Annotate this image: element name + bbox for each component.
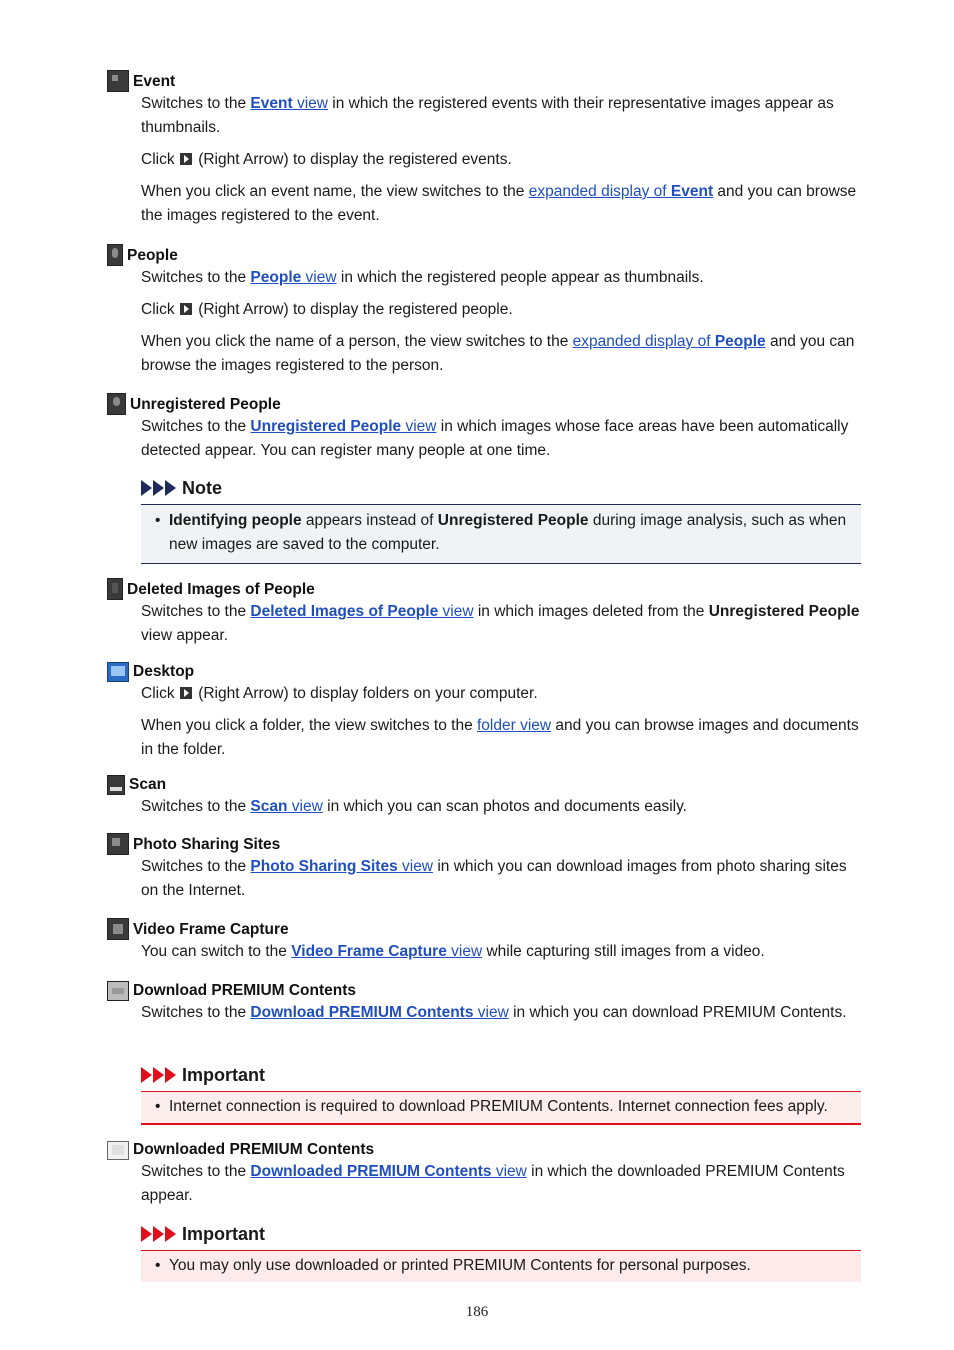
- important-box: [141, 1250, 861, 1282]
- right-arrow-icon: [180, 303, 192, 315]
- text: in which the registered people appear as thumbnails.: [336, 269, 704, 286]
- link-text: view: [287, 798, 323, 815]
- important-text: You may only use downloaded or printed PREMIUM Contents for personal purposes.: [169, 1257, 751, 1274]
- paragraph: [141, 682, 867, 706]
- link-text: view: [491, 1163, 527, 1180]
- section-title: Scan: [129, 776, 167, 793]
- section-download-premium: [107, 977, 867, 1025]
- text: Switches to the: [141, 95, 251, 112]
- link-bold: Download PREMIUM Contents: [250, 1004, 474, 1021]
- section-title: Download PREMIUM Contents: [133, 982, 357, 999]
- paragraph: [141, 795, 867, 819]
- video-frame-view-link[interactable]: [291, 943, 482, 960]
- section-title: Photo Sharing Sites: [133, 836, 281, 853]
- people-view-link[interactable]: [250, 269, 336, 286]
- text: (Right Arrow) to display the registered events.: [193, 151, 512, 168]
- list-item: [155, 1095, 853, 1119]
- section-photo-sharing: [107, 831, 867, 903]
- paragraph: [141, 180, 867, 228]
- text: Click: [141, 151, 179, 168]
- important-label: Important: [182, 1064, 265, 1085]
- note-header: [141, 476, 861, 500]
- section-title: Unregistered People: [130, 396, 281, 413]
- event-view-link[interactable]: [250, 95, 328, 112]
- section-people: [107, 242, 867, 378]
- section-header: [107, 658, 867, 682]
- section-header: [107, 977, 867, 1001]
- list-item: [155, 509, 847, 557]
- text: while capturing still images from a video.: [482, 943, 765, 960]
- link-bold: Scan: [250, 798, 288, 815]
- note-box: [141, 504, 861, 564]
- important-chevron-icon: [141, 1067, 177, 1083]
- section-header: [107, 391, 867, 415]
- expanded-people-link[interactable]: [573, 333, 766, 350]
- link-text: view: [473, 1004, 509, 1021]
- link-text: view: [397, 858, 434, 875]
- download-premium-icon: [107, 981, 129, 1001]
- desktop-icon: [107, 662, 129, 682]
- paragraph: [141, 266, 867, 290]
- text: Switches to the: [141, 269, 251, 286]
- text: When you click a folder, the view switches to the: [141, 717, 477, 734]
- section-video-frame: [107, 916, 867, 964]
- note-chevron-icon: [141, 480, 177, 496]
- bullet: •: [155, 512, 161, 529]
- paragraph: [141, 148, 867, 172]
- text: during image analysis, such as when new images are saved to the computer.: [169, 512, 847, 553]
- section-body: [141, 795, 867, 819]
- link-bold: Deleted Images of People: [250, 603, 439, 620]
- text: When you click the name of a person, the view switches to the: [141, 333, 573, 350]
- bold-text: Unregistered People: [708, 603, 860, 620]
- text: in which you can download images from photo sharing sites on the Internet.: [141, 858, 847, 899]
- link-bold: Unregistered People: [250, 418, 402, 435]
- section-title: Event: [133, 73, 176, 90]
- text: Click: [141, 301, 179, 318]
- text: (Right Arrow) to display folders on your computer.: [193, 685, 538, 702]
- right-arrow-icon: [180, 687, 192, 699]
- bold-text: Unregistered People: [437, 512, 589, 529]
- section-body: [141, 266, 867, 378]
- text: view appear.: [141, 627, 229, 644]
- link-bold: Photo Sharing Sites: [250, 858, 398, 875]
- note-callout: [141, 476, 861, 564]
- bullet: •: [155, 1098, 161, 1115]
- text: (Right Arrow) to display the registered people.: [193, 301, 513, 318]
- section-header: [107, 242, 867, 266]
- scan-icon: [107, 775, 125, 795]
- paragraph: [141, 714, 867, 762]
- important-callout: [141, 1222, 861, 1282]
- text: Switches to the: [141, 858, 251, 875]
- text: Switches to the: [141, 798, 251, 815]
- section-body: [141, 600, 867, 648]
- text: in which the downloaded PREMIUM Contents appear.: [141, 1163, 845, 1204]
- link-text: expanded display of: [572, 333, 715, 350]
- downloaded-premium-icon: [107, 1141, 129, 1160]
- section-header: [107, 771, 867, 795]
- section-header: [107, 68, 867, 92]
- video-frame-icon: [107, 918, 129, 940]
- link-bold: Event: [250, 95, 293, 112]
- paragraph: [141, 330, 867, 378]
- page-number: 186: [465, 1304, 489, 1320]
- section-header: [107, 576, 867, 600]
- text: Switches to the: [141, 603, 251, 620]
- paragraph: [141, 1160, 867, 1208]
- list-item: [155, 1254, 853, 1278]
- important-text: Internet connection is required to download PREMIUM Contents. Internet connection fees apply.: [169, 1098, 828, 1115]
- link-bold: Video Frame Capture: [291, 943, 447, 960]
- photo-sharing-icon: [107, 833, 129, 855]
- paragraph: [141, 940, 867, 964]
- bullet: •: [155, 1257, 161, 1274]
- important-header: [141, 1222, 861, 1246]
- text: and you can browse the images registered to the event.: [141, 183, 857, 224]
- paragraph: [141, 855, 867, 903]
- text: in which images whose face areas have been automatically detected appear. You can register many people at one time.: [141, 418, 849, 459]
- section-desktop: [107, 658, 867, 762]
- section-body: [141, 855, 867, 903]
- section-body: [141, 940, 867, 964]
- section-title: Downloaded PREMIUM Contents: [133, 1141, 375, 1158]
- link-bold: Downloaded PREMIUM Contents: [250, 1163, 492, 1180]
- text: When you click an event name, the view switches to the: [141, 183, 529, 200]
- section-title: Desktop: [133, 663, 195, 680]
- event-icon: [107, 70, 129, 92]
- link-text: view: [301, 269, 337, 286]
- downloaded-premium-view-link[interactable]: [250, 1163, 526, 1180]
- section-body: [141, 415, 867, 463]
- section-body: [141, 1160, 867, 1208]
- note-text: [169, 509, 847, 557]
- important-header: [141, 1063, 861, 1087]
- scan-view-link[interactable]: [250, 798, 322, 815]
- text: in which the registered events with their representative images appear as thumbnails.: [141, 95, 834, 136]
- link-text: expanded display of: [528, 183, 671, 200]
- text: and you can browse images and documents in the folder.: [141, 717, 859, 758]
- text: in which you can download PREMIUM Contents.: [508, 1004, 847, 1021]
- unregistered-people-icon: [107, 393, 126, 415]
- paragraph: [141, 92, 867, 140]
- link-bold: Event: [670, 183, 714, 200]
- deleted-images-view-link[interactable]: [250, 603, 473, 620]
- section-title: People: [127, 247, 178, 264]
- section-unregistered-people: [107, 391, 867, 463]
- text: You can switch to the: [141, 943, 292, 960]
- note-label: Note: [182, 477, 222, 498]
- section-downloaded-premium: [107, 1136, 867, 1208]
- photo-sharing-view-link[interactable]: [250, 858, 433, 875]
- link-bold: People: [714, 333, 766, 350]
- section-deleted-images: [107, 576, 867, 648]
- section-title: Deleted Images of People: [127, 581, 315, 598]
- section-body: [141, 1001, 867, 1025]
- link-text: view: [438, 603, 474, 620]
- section-title: Video Frame Capture: [133, 921, 289, 938]
- section-event: [107, 68, 867, 228]
- unregistered-people-view-link[interactable]: [250, 418, 436, 435]
- right-arrow-icon: [180, 153, 192, 165]
- important-label: Important: [182, 1223, 265, 1244]
- expanded-event-link[interactable]: [529, 183, 713, 200]
- important-box: [141, 1091, 861, 1125]
- text: Click: [141, 685, 179, 702]
- section-body: [141, 682, 867, 762]
- paragraph: [141, 600, 867, 648]
- text: and you can browse the images registered to the person.: [141, 333, 855, 374]
- bold-text: Identifying people: [169, 512, 302, 529]
- link-bold: People: [250, 269, 302, 286]
- text: appears instead of: [301, 512, 438, 529]
- paragraph: [141, 1001, 867, 1025]
- text: in which you can scan photos and documents easily.: [322, 798, 687, 815]
- download-premium-view-link[interactable]: [250, 1004, 508, 1021]
- important-callout: [141, 1063, 861, 1125]
- people-icon: [107, 244, 123, 266]
- section-scan: [107, 771, 867, 819]
- paragraph: [141, 415, 867, 463]
- section-header: [107, 916, 867, 940]
- section-body: [141, 92, 867, 228]
- section-header: [107, 1136, 867, 1160]
- text: in which images deleted from the: [473, 603, 709, 620]
- folder-view-link[interactable]: folder view: [477, 717, 552, 734]
- section-header: [107, 831, 867, 855]
- important-chevron-icon: [141, 1226, 177, 1242]
- text: Switches to the: [141, 418, 251, 435]
- paragraph: [141, 298, 867, 322]
- link-text: view: [401, 418, 437, 435]
- link-text: view: [292, 95, 328, 112]
- text: Switches to the: [141, 1163, 251, 1180]
- link-text: view: [446, 943, 483, 960]
- text: Switches to the: [141, 1004, 251, 1021]
- deleted-images-icon: [107, 578, 123, 600]
